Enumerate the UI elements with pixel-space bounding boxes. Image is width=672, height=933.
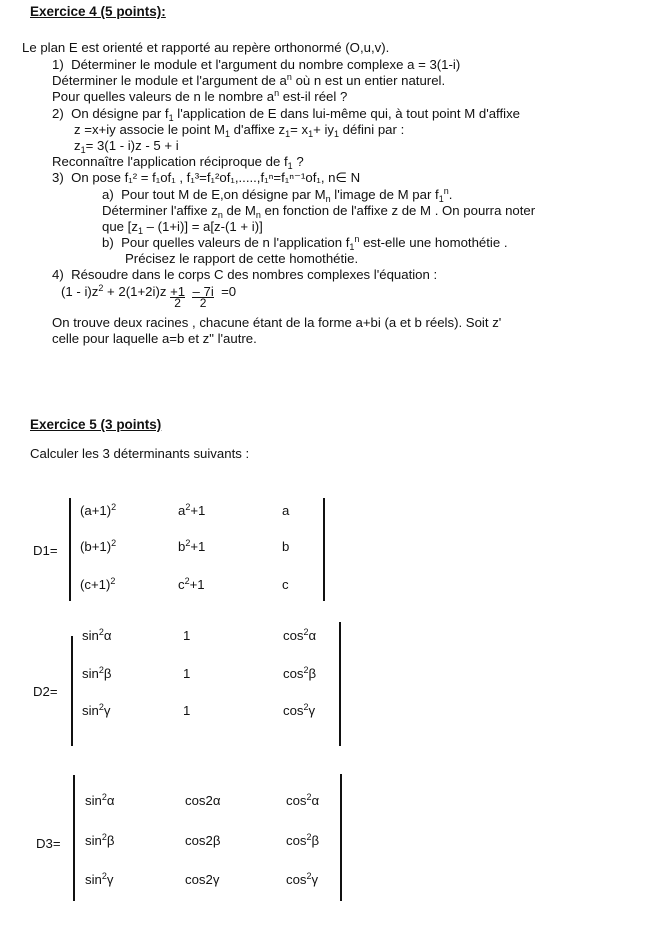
subscript: 1 bbox=[80, 145, 86, 155]
fraction-numerator: +1 bbox=[170, 284, 186, 299]
subscript: 1 bbox=[308, 129, 314, 139]
text: = 3(1 - i)z - 5 + i bbox=[85, 138, 179, 153]
d2-cell bbox=[283, 628, 316, 644]
text: de M bbox=[222, 203, 256, 218]
cell-base: a bbox=[282, 503, 290, 518]
cell-exponent: 2 bbox=[98, 665, 104, 675]
d1-cell bbox=[80, 503, 116, 519]
text: + iy bbox=[313, 122, 334, 137]
q2-line4 bbox=[52, 154, 304, 170]
text: est-elle une homothétie . bbox=[359, 235, 508, 250]
cell-base: cos bbox=[286, 793, 307, 808]
fraction-denominator: 2 bbox=[170, 297, 185, 309]
cell-base: b bbox=[178, 539, 186, 554]
text: Déterminer le module et l'argument de a bbox=[52, 73, 287, 88]
subscript: n bbox=[217, 210, 223, 220]
text: z =x+iy associe le point M bbox=[74, 122, 225, 137]
q1-line1 bbox=[52, 57, 460, 73]
cell-base: b bbox=[282, 539, 290, 554]
d2-cell bbox=[283, 666, 316, 682]
cell-base: cos2α bbox=[185, 793, 221, 808]
cell-suffix: γ bbox=[308, 703, 316, 718]
q2-line2 bbox=[74, 122, 404, 138]
q3b-line2: Précisez le rapport de cette homothétie. bbox=[125, 251, 359, 266]
cell-exponent: 2 bbox=[101, 832, 107, 842]
q3b-label: b) bbox=[102, 235, 114, 250]
d2-cell bbox=[82, 703, 110, 719]
subscript: 1 bbox=[333, 129, 339, 139]
fraction-numerator: – 7i bbox=[192, 284, 214, 299]
q2-line1 bbox=[52, 106, 520, 122]
cell-suffix: β bbox=[106, 833, 115, 848]
exercise-4-title: Exercice 4 (5 points): bbox=[30, 4, 166, 19]
subscript: 1 bbox=[285, 129, 291, 139]
d3-cell bbox=[185, 833, 220, 849]
text: Pour tout M de E,on désigne par M bbox=[121, 187, 326, 202]
cell-exponent: 2 bbox=[303, 665, 309, 675]
cell-suffix: +1 bbox=[189, 577, 205, 592]
cell-suffix: β bbox=[103, 666, 112, 681]
text: d'affixe z bbox=[230, 122, 286, 137]
text: On désigne par f bbox=[71, 106, 169, 121]
q3a-line3 bbox=[102, 219, 263, 235]
text: l'application de E dans lui-même qui, à tout point M d'affixe bbox=[173, 106, 520, 121]
q1-number: 1) bbox=[52, 57, 64, 72]
d2-label: D2= bbox=[33, 684, 58, 699]
cell-base: cos bbox=[286, 833, 307, 848]
cell-base: cos2β bbox=[185, 833, 221, 848]
q3a-label: a) bbox=[102, 187, 114, 202]
q3a-line1 bbox=[102, 187, 452, 203]
cell-suffix: γ bbox=[311, 872, 319, 887]
text: + 2(1+2i)z bbox=[103, 284, 171, 299]
q4-equation bbox=[61, 283, 237, 310]
d3-cell bbox=[185, 872, 219, 888]
cell-exponent: 2 bbox=[306, 871, 312, 881]
superscript: n bbox=[286, 72, 292, 82]
d1-cell bbox=[80, 577, 115, 593]
d2-right-bar bbox=[339, 622, 341, 746]
d3-cell bbox=[85, 793, 115, 809]
cell-suffix: α bbox=[106, 793, 115, 808]
d3-cell bbox=[85, 872, 113, 888]
subscript: n bbox=[325, 194, 331, 204]
q4-line3: On trouve deux racines , chacune étant de la forme a+bi (a et b réels). Soit z' bbox=[52, 315, 502, 330]
cell-base: sin bbox=[85, 872, 102, 887]
cell-base: 1 bbox=[183, 703, 191, 718]
d1-label: D1= bbox=[33, 543, 58, 558]
d3-right-bar bbox=[340, 774, 342, 901]
d3-label: D3= bbox=[36, 836, 61, 851]
d2-cell bbox=[183, 703, 190, 719]
text: = x bbox=[290, 122, 309, 137]
q4-line4: celle pour laquelle a=b et z" l'autre. bbox=[52, 331, 257, 346]
q3a-line2 bbox=[102, 203, 535, 219]
text: en fonction de l'affixe z de M . On pourra noter bbox=[260, 203, 536, 218]
exercise-4-intro: Le plan E est orienté et rapporté au repère orthonormé (O,u,v). bbox=[22, 40, 390, 55]
subscript: 1 bbox=[438, 194, 444, 204]
d1-cell bbox=[282, 577, 289, 593]
text: où n est un entier naturel. bbox=[291, 73, 446, 88]
cell-exponent: 2 bbox=[185, 502, 191, 512]
d3-cell bbox=[85, 833, 114, 849]
text: Pour quelles valeurs de n le nombre a bbox=[52, 89, 275, 104]
d2-cell bbox=[183, 666, 190, 682]
cell-exponent: 2 bbox=[98, 627, 104, 637]
d2-cell bbox=[283, 703, 315, 719]
text: que [z bbox=[102, 219, 138, 234]
cell-base: cos2γ bbox=[185, 872, 220, 887]
cell-base: (a+1) bbox=[80, 503, 112, 518]
d3-cell bbox=[286, 833, 319, 849]
q2-formula bbox=[74, 138, 179, 154]
text: . bbox=[448, 187, 453, 202]
text: – (1+i)] = a[z-(1 + i)] bbox=[142, 219, 263, 234]
cell-exponent: 2 bbox=[185, 538, 191, 548]
cell-suffix: β bbox=[311, 833, 320, 848]
d3-cell bbox=[185, 793, 220, 809]
cell-exponent: 2 bbox=[111, 538, 117, 548]
d1-cell bbox=[80, 539, 116, 555]
cell-base: (b+1) bbox=[80, 539, 112, 554]
cell-base: sin bbox=[82, 628, 99, 643]
cell-base: a bbox=[178, 503, 186, 518]
cell-suffix: γ bbox=[106, 872, 114, 887]
superscript: 2 bbox=[98, 283, 104, 293]
d1-cell bbox=[178, 577, 205, 593]
cell-base: 1 bbox=[183, 666, 191, 681]
subscript: 1 bbox=[225, 129, 231, 139]
cell-suffix: +1 bbox=[190, 503, 206, 518]
exercise-5-title: Exercice 5 (3 points) bbox=[30, 417, 162, 432]
d1-right-bar bbox=[323, 498, 325, 601]
cell-base: (c+1) bbox=[80, 577, 111, 592]
cell-base: sin bbox=[82, 703, 99, 718]
cell-base: cos bbox=[283, 666, 304, 681]
q2-number: 2) bbox=[52, 106, 64, 121]
cell-suffix: +1 bbox=[190, 539, 206, 554]
cell-base: sin bbox=[82, 666, 99, 681]
text: défini par : bbox=[338, 122, 405, 137]
q4-line1 bbox=[52, 267, 437, 283]
d1-cell bbox=[178, 503, 205, 519]
cell-exponent: 2 bbox=[306, 792, 312, 802]
cell-exponent: 2 bbox=[101, 871, 107, 881]
fraction-denominator: 2 bbox=[192, 297, 213, 309]
cell-exponent: 2 bbox=[306, 832, 312, 842]
d1-left-bar bbox=[69, 498, 71, 601]
cell-exponent: 2 bbox=[184, 576, 190, 586]
fraction-1 bbox=[170, 284, 186, 310]
d2-cell bbox=[82, 666, 111, 682]
cell-exponent: 2 bbox=[111, 502, 117, 512]
d3-cell bbox=[286, 793, 319, 809]
q1-text: Déterminer le module et l'argument du nombre complexe a = 3(1-i) bbox=[71, 57, 461, 72]
cell-suffix: α bbox=[308, 628, 317, 643]
subscript: 1 bbox=[349, 242, 355, 252]
d2-cell bbox=[183, 628, 190, 644]
subscript: n bbox=[255, 210, 261, 220]
superscript: n bbox=[354, 234, 360, 244]
q3-number: 3) bbox=[52, 170, 64, 185]
cell-exponent: 2 bbox=[110, 576, 116, 586]
cell-suffix: β bbox=[308, 666, 317, 681]
cell-base: c bbox=[282, 577, 289, 592]
text: Pour quelles valeurs de n l'application f bbox=[121, 235, 350, 250]
text: est-il réel ? bbox=[279, 89, 348, 104]
cell-exponent: 2 bbox=[101, 792, 107, 802]
text: ? bbox=[292, 154, 304, 169]
text: Déterminer l'affixe z bbox=[102, 203, 218, 218]
q3-line1 bbox=[52, 170, 360, 186]
cell-suffix: α bbox=[311, 793, 320, 808]
d1-cell bbox=[282, 503, 289, 519]
d1-cell bbox=[178, 539, 205, 555]
cell-exponent: 2 bbox=[303, 627, 309, 637]
q3b-line1 bbox=[102, 235, 508, 251]
cell-base: cos bbox=[283, 628, 304, 643]
cell-base: cos bbox=[286, 872, 307, 887]
cell-suffix: γ bbox=[103, 703, 111, 718]
cell-suffix: α bbox=[103, 628, 112, 643]
text: =0 bbox=[221, 284, 237, 299]
text: Reconnaître l'application réciproque de f bbox=[52, 154, 288, 169]
subscript: 1 bbox=[168, 113, 174, 123]
q1-line2 bbox=[52, 73, 445, 89]
q1-line3 bbox=[52, 89, 347, 105]
text: (1 - i)z bbox=[61, 284, 99, 299]
cell-base: cos bbox=[283, 703, 304, 718]
superscript: n bbox=[443, 186, 449, 196]
cell-exponent: 2 bbox=[98, 702, 104, 712]
fraction-2 bbox=[192, 284, 214, 310]
cell-exponent: 2 bbox=[303, 702, 309, 712]
subscript: 1 bbox=[287, 161, 293, 171]
d1-cell bbox=[282, 539, 289, 555]
exercise-5-intro: Calculer les 3 déterminants suivants : bbox=[30, 446, 250, 461]
superscript: n bbox=[274, 88, 280, 98]
cell-base: sin bbox=[85, 793, 102, 808]
cell-base: sin bbox=[85, 833, 102, 848]
q4-number: 4) bbox=[52, 267, 64, 282]
d2-cell bbox=[82, 628, 112, 644]
cell-base: 1 bbox=[183, 628, 191, 643]
text: z bbox=[74, 138, 81, 153]
d3-cell bbox=[286, 872, 318, 888]
text: l'image de M par f bbox=[330, 187, 439, 202]
subscript: 1 bbox=[137, 226, 143, 236]
d3-left-bar bbox=[73, 775, 75, 901]
d2-left-bar bbox=[71, 636, 73, 746]
cell-base: c bbox=[178, 577, 185, 592]
text: Résoudre dans le corps C des nombres complexes l'équation : bbox=[71, 267, 438, 282]
text: On pose f₁² = f₁of₁ , f₁³=f₁²of₁,.....,f₁ⁿ=f₁ⁿ⁻¹of₁, n∈ N bbox=[71, 170, 361, 185]
